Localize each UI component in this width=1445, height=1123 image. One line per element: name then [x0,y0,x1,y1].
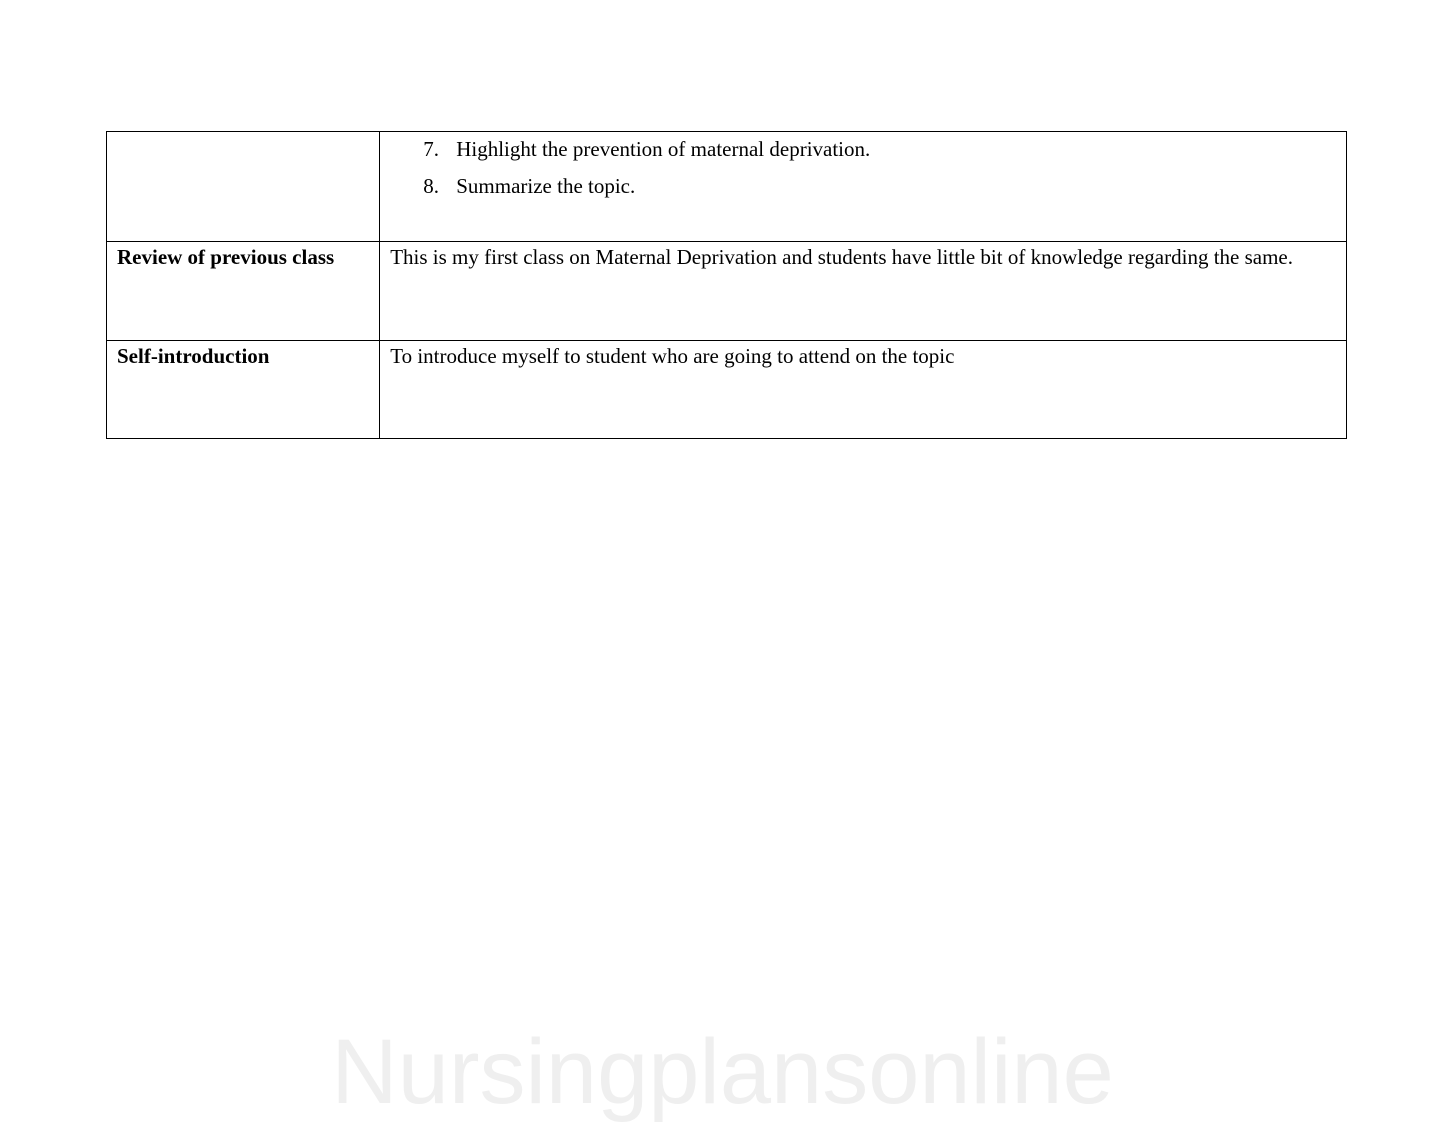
objectives-label-cell [107,132,380,242]
lesson-plan-table [106,131,1347,439]
self-introduction-label: Self-introduction [107,341,380,439]
list-item [390,137,1336,174]
review-row [107,242,1347,341]
list-item-text: Summarize the topic. [456,174,636,198]
list-item-number: 8. [423,174,439,198]
self-introduction-content: To introduce myself to student who are going to attend on the topic [380,341,1347,439]
watermark: Nursingplansonline [331,1021,1114,1123]
objectives-list [390,137,1336,211]
list-item [390,174,1336,211]
list-item-text: Highlight the prevention of maternal deprivation. [456,137,871,161]
list-item-number: 7. [423,137,439,161]
objectives-content-cell [380,132,1347,242]
self-introduction-row [107,341,1347,439]
review-content: This is my first class on Maternal Deprivation and students have little bit of knowledge regarding the same. [380,242,1347,341]
review-label: Review of previous class [107,242,380,341]
objectives-row [107,132,1347,242]
